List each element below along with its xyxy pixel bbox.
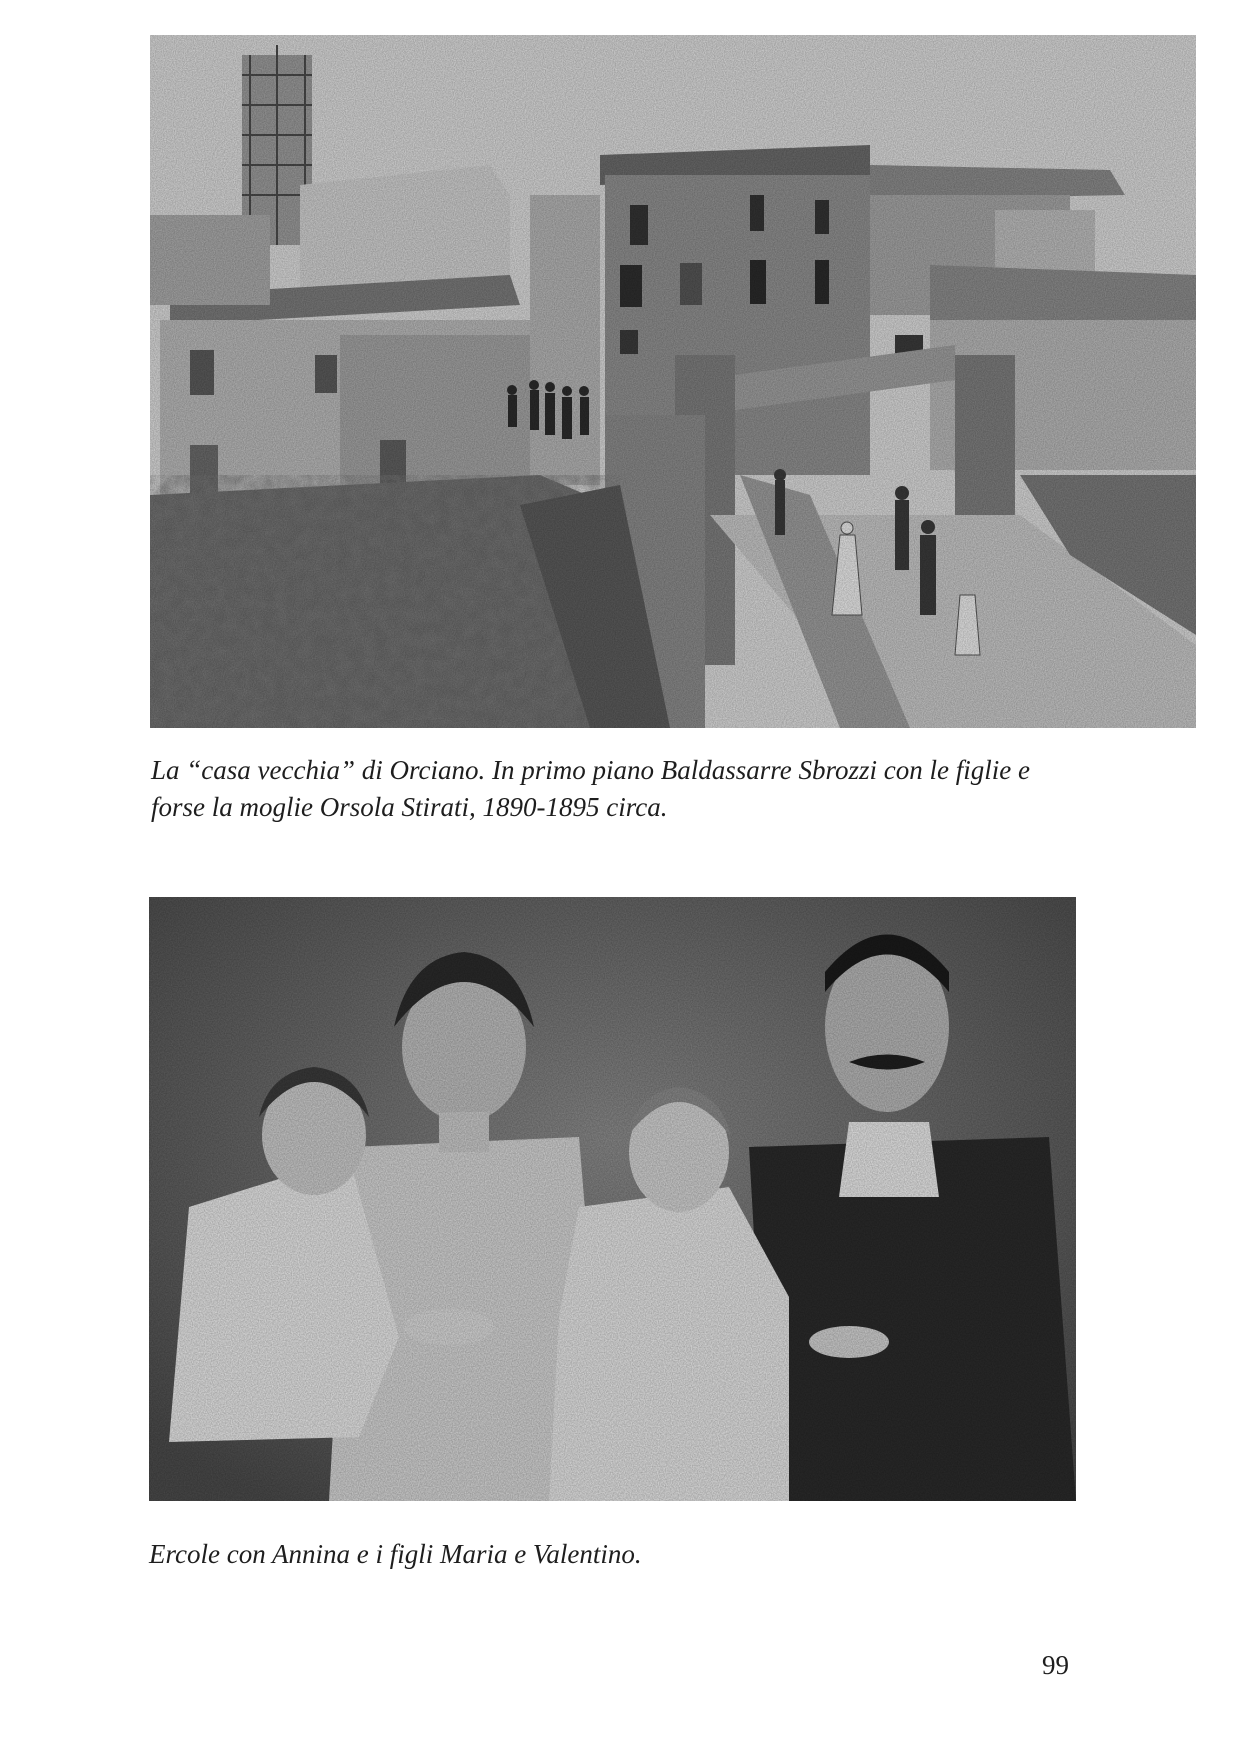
- figure-caption: [149, 1536, 642, 1573]
- village-photograph: [150, 35, 1196, 728]
- caption-line: La “casa vecchia” di Orciano. In primo piano Baldassarre Sbrozzi con le figlie e: [151, 755, 1030, 785]
- figure-caption: [151, 752, 1030, 826]
- family-portrait-photograph: [149, 897, 1076, 1501]
- caption-line: Ercole con Annina e i figli Maria e Valentino.: [149, 1539, 642, 1569]
- page-number: 99: [1042, 1650, 1069, 1680]
- caption-line: forse la moglie Orsola Stirati, 1890-1895 circa.: [151, 792, 668, 822]
